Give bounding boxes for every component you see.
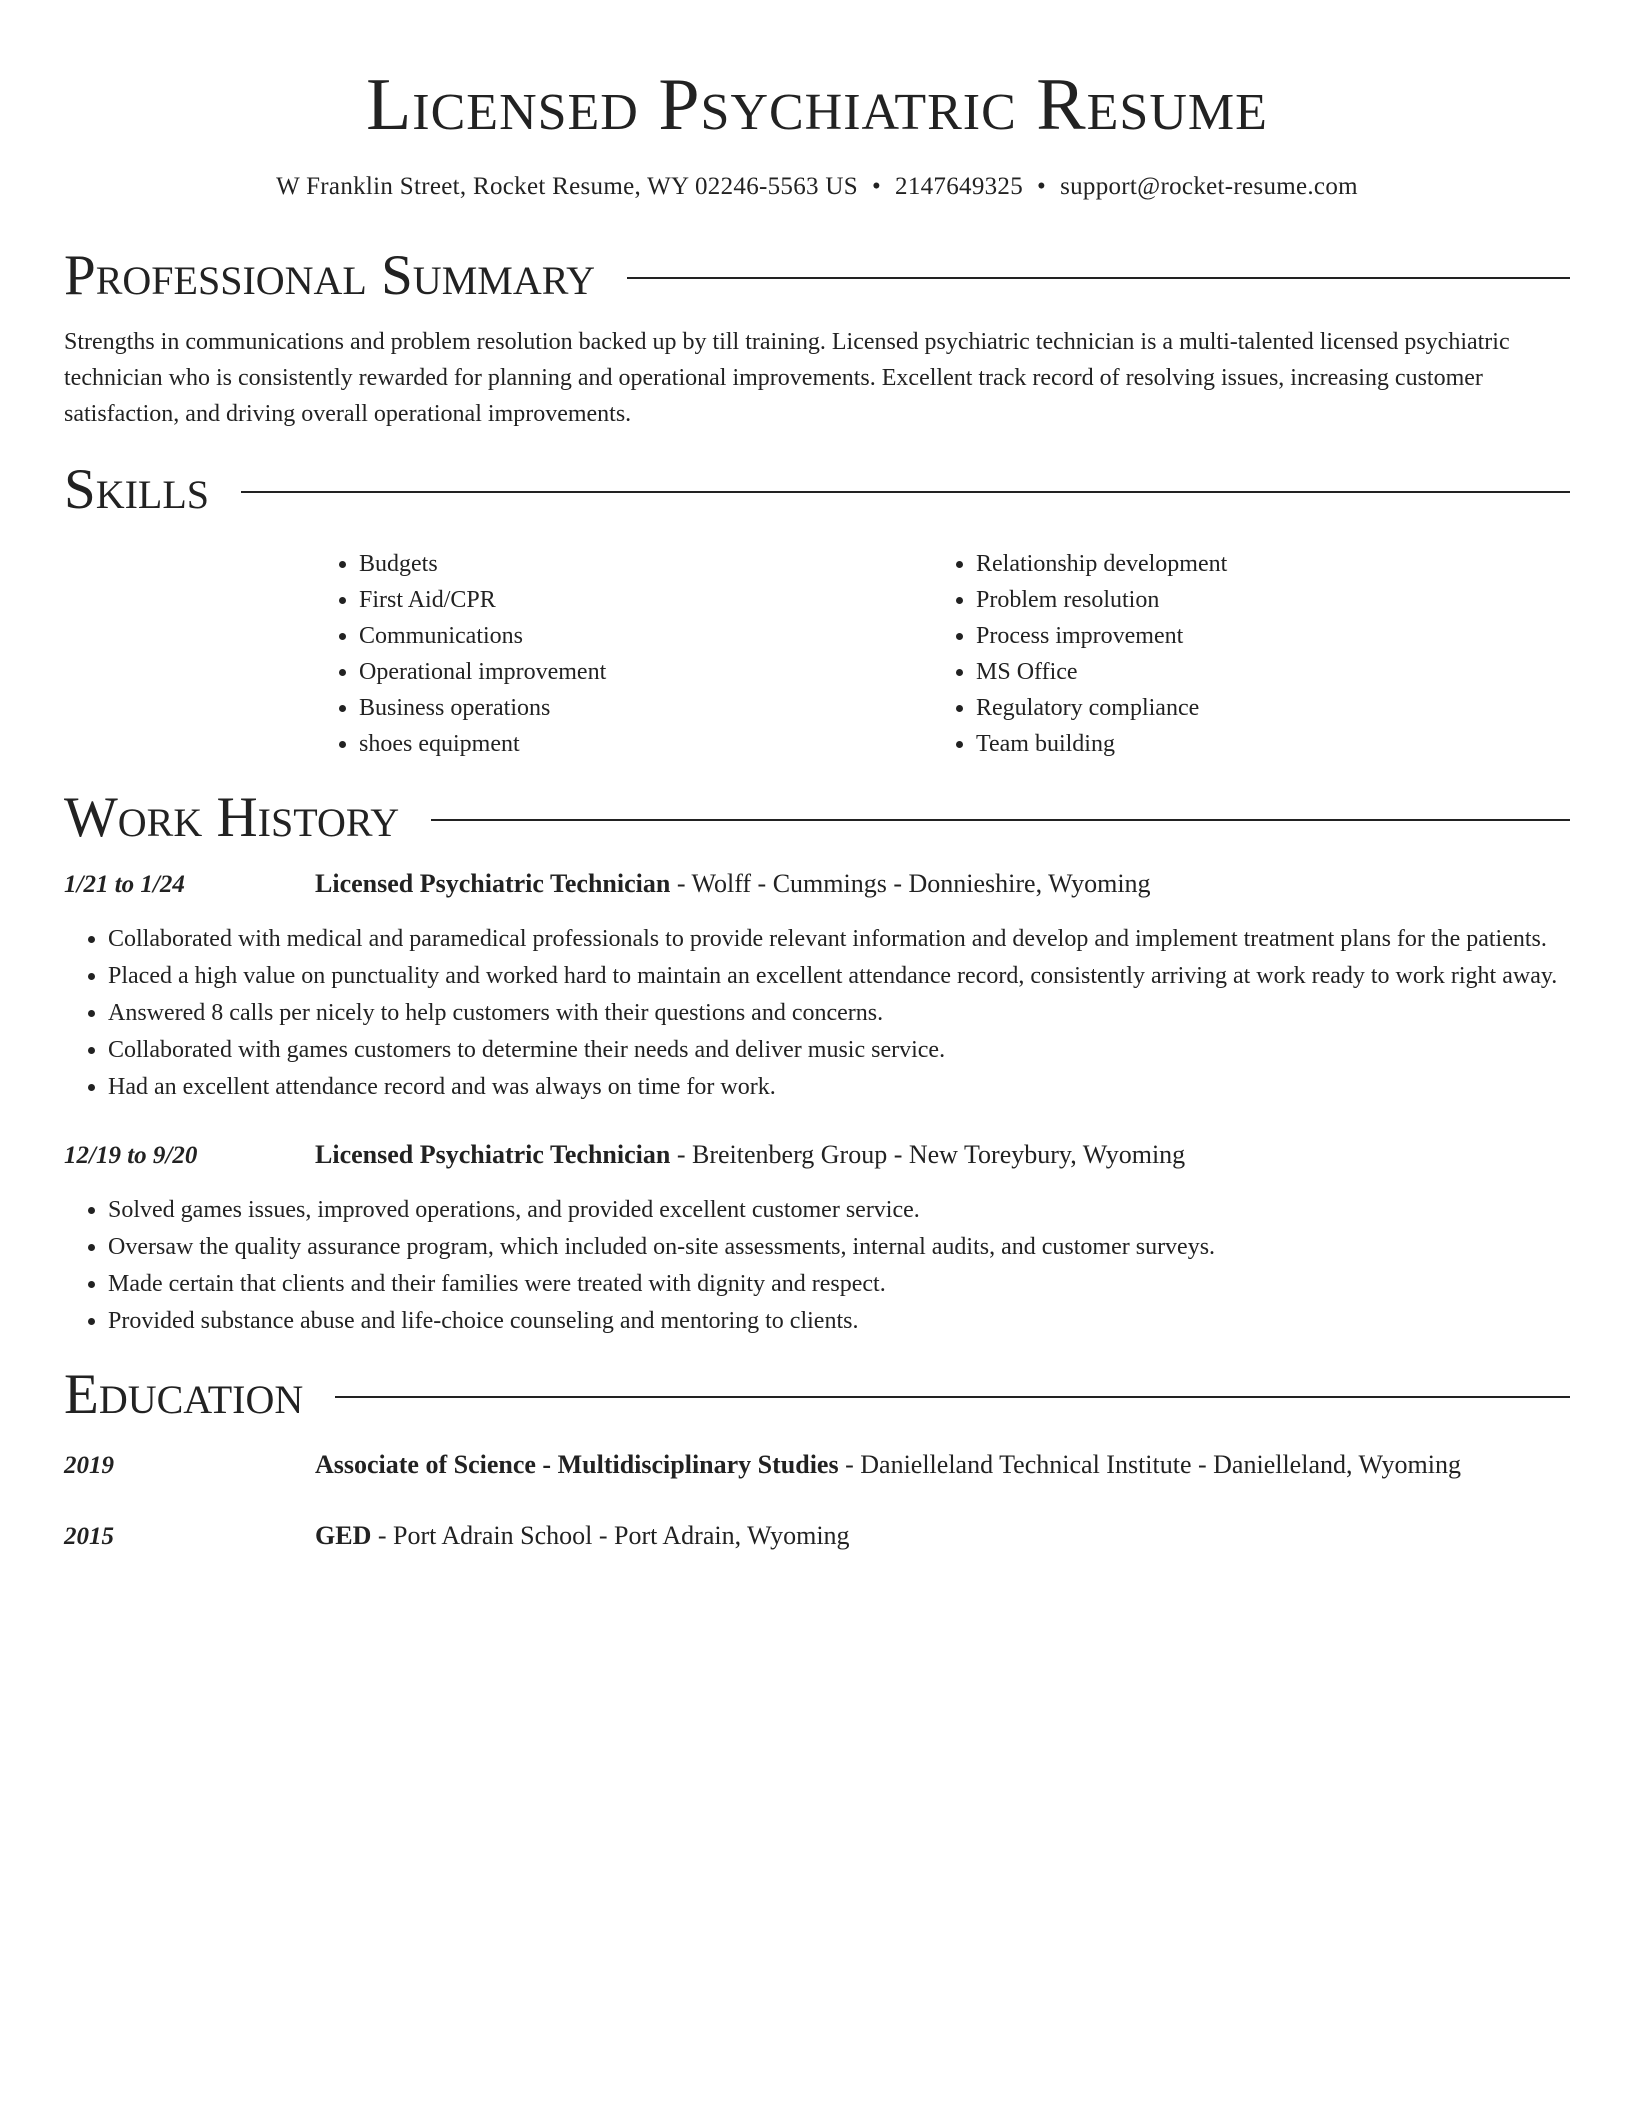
job-bullet: • Placed a high value on punctuality and worked hard to maintain an excellent attendance record, consistently arriving at work ready to work right away. — [108, 958, 1570, 994]
education-details: - Port Adrain School - Port Adrain, Wyoming — [371, 1521, 850, 1550]
job-header — [64, 1137, 1570, 1174]
section-divider — [335, 1396, 1570, 1398]
skill-item: • Process improvement — [976, 618, 1549, 654]
work-heading: Work History — [64, 786, 400, 849]
skill-item: • Problem resolution — [976, 582, 1549, 618]
job-dates: 12/19 to 9/20 — [64, 1142, 198, 1169]
skill-item: • Team building — [976, 726, 1549, 762]
education-line — [315, 1518, 850, 1554]
job-entry — [64, 1137, 1570, 1339]
skills-section-header — [64, 456, 1570, 524]
skill-item: • shoes equipment — [359, 726, 932, 762]
section-divider — [241, 491, 1570, 493]
education-year: 2015 — [64, 1523, 114, 1550]
summary-heading: Professional Summary — [64, 244, 596, 307]
education-entry — [64, 1447, 1570, 1484]
job-details: - Wolff - Cummings - Donnieshire, Wyoming — [670, 869, 1151, 898]
skill-item: • MS Office — [976, 654, 1549, 690]
contact-line — [64, 170, 1570, 204]
job-entry — [64, 866, 1570, 1105]
skill-item: • Budgets — [359, 546, 932, 582]
education-entry — [64, 1518, 1570, 1555]
job-bullet: • Answered 8 calls per nicely to help customers with their questions and concerns. — [108, 995, 1570, 1031]
contact-separator: • — [871, 173, 882, 200]
skill-item: • First Aid/CPR — [359, 582, 932, 618]
skill-item: • Communications — [359, 618, 932, 654]
job-title: Licensed Psychiatric Technician — [315, 1140, 671, 1169]
education-year: 2019 — [64, 1452, 114, 1479]
job-bullet: • Collaborated with medical and paramedical professionals to provide relevant information and develop and implement treatment plans for the patients. — [108, 921, 1570, 957]
summary-section-header — [64, 242, 1570, 310]
skills-heading: Skills — [64, 458, 210, 521]
job-bullets — [64, 921, 1570, 1105]
job-bullet: • Oversaw the quality assurance program, which included on-site assessments, internal audits, and customer surveys. — [108, 1229, 1570, 1265]
job-bullet: • Collaborated with games customers to determine their needs and deliver music service. — [108, 1032, 1570, 1068]
skills-column-left — [315, 546, 932, 762]
summary-text: Strengths in communications and problem resolution backed up by till training. Licensed psychiatric technician is a multi-talented licensed psychiatric technician who is consistently rewarded for planning and operational improvements. Excellent track record of resolving issues, increasing customer satisfaction, and driving overall operational improvements. — [64, 329, 1510, 427]
job-dates: 1/21 to 1/24 — [64, 871, 185, 898]
job-bullet: • Solved games issues, improved operations, and provided excellent customer service. — [108, 1192, 1570, 1228]
education-degree: Associate of Science - Multidisciplinary Studies — [315, 1450, 839, 1479]
skills-column-right — [932, 546, 1549, 762]
contact-address: W Franklin Street, Rocket Resume, WY 02246-5563 US — [276, 173, 858, 200]
section-divider — [431, 819, 1570, 821]
skills-list — [315, 546, 1570, 762]
skill-item: • Business operations — [359, 690, 932, 726]
job-title-line — [315, 1137, 1185, 1173]
skill-item: • Operational improvement — [359, 654, 932, 690]
education-details: - Danielleland Technical Institute - Danielleland, Wyoming — [838, 1450, 1461, 1479]
job-title: Licensed Psychiatric Technician — [315, 869, 671, 898]
resume-page — [64, 0, 1570, 1555]
section-divider — [627, 277, 1570, 279]
job-bullet: • Provided substance abuse and life-choice counseling and mentoring to clients. — [108, 1303, 1570, 1339]
job-title-line — [315, 866, 1151, 902]
education-section-header — [64, 1361, 1570, 1429]
contact-phone: 2147649325 — [895, 173, 1024, 200]
education-line — [315, 1447, 1461, 1483]
resume-title: Licensed Psychiatric Resume — [366, 64, 1268, 146]
skill-item: • Regulatory compliance — [976, 690, 1549, 726]
education-heading: Education — [64, 1363, 304, 1426]
job-bullet: • Made certain that clients and their families were treated with dignity and respect. — [108, 1266, 1570, 1302]
work-section-header — [64, 784, 1570, 852]
job-details: - Breitenberg Group - New Toreybury, Wyoming — [670, 1140, 1186, 1169]
education-degree: GED — [315, 1521, 372, 1550]
contact-separator: • — [1037, 173, 1047, 200]
contact-email: support@rocket-resume.com — [1060, 173, 1358, 200]
job-header — [64, 866, 1570, 903]
skill-item: • Relationship development — [976, 546, 1549, 582]
job-bullet: • Had an excellent attendance record and was always on time for work. — [108, 1069, 1570, 1105]
job-bullets — [64, 1192, 1570, 1339]
